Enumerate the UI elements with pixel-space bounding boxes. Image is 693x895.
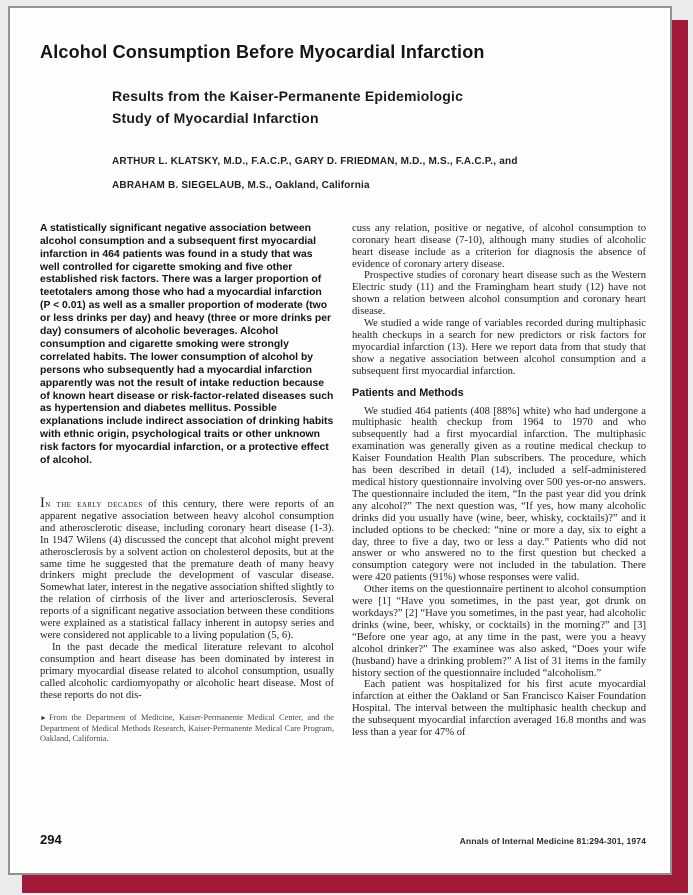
page-footer (40, 832, 646, 847)
intro-lead-smallcaps: In the early decades (40, 495, 143, 511)
intro-paragraph-2: In the past decade the medical literature relevant to alcohol consumption and heart disease has been dominated by interest in primary myocardial disease related to alcohol consumption, usually called alcoholic cardiomyopathy or alcoholic heart disease. Most of these reports do not dis- (40, 641, 334, 701)
intro-paragraph-1 (40, 495, 334, 642)
article-title: Alcohol Consumption Before Myocardial Infarction (40, 42, 485, 62)
body-paragraph-continuation: cuss any relation, positive or negative, of alcohol consumption to coronary heart disease (7-10), although many studies of alcoholic heart disease include as a criterion for diagnosis the absence of evidence of coronary artery disease. (352, 222, 646, 270)
abstract-text: A statistically significant negative association between alcohol consumption and a subsequent first myocardial infarction in 464 patients was found in a study that was well controlled for cigarette smoking and five other established risk factors. There was a larger proportion of teetotalers among those who had a myocardial infarction (P < 0.01) as well as a smaller proportion of moderate (two or less drinks per day) and heavy (three or more drinks per day) consumers of alcoholic beverages. Alcohol consumption and cigarette smoking were strongly correlated habits. The lower consumption of alcohol by persons who subsequently had a myocardial infarction apparently was not the result of intake reduction because of known heart disease or risk-factor-related diseases such as hypertension and diabetes mellitus. Possible explanations include indirect association of drinking habits with ethnic origin, psychological traits or other unknown risk factors for myocardial infarction, or a protective effect of alcohol. (40, 222, 334, 467)
methods-paragraph-2: Other items on the questionnaire pertinent to alcohol consumption were [1] “Have you sometimes, in the past year, got drunk on workdays?” [2] “Have you sometimes, in the past year, had alcoholic drinks (wine, beer, whisky, or cocktails) in the morning?” and [3] “Before one year ago, at any time in the past, were you a heavy alcohol drinker?” The examinee was also asked, “Does your wife (husband) have a drinking problem?” A list of 31 items in the family history section of the questionnaire included “alcoholism.” (352, 584, 646, 679)
right-column (352, 223, 646, 744)
introduction-section (40, 495, 334, 701)
section-heading-patients-and-methods: Patients and Methods (352, 386, 464, 399)
methods-paragraph-1: We studied 464 patients (408 [88%] white) who had undergone a multiphasic health checkup from 1964 to 1970 and who subsequently had a first myocardial infarction. The multiphasic examination was generally given as a routine medical checkup to Kaiser Foundation Health Plan subscribers. The procedure, which has been described in detail (14), included a self-administered medical history questionnaire involving over 500 yes-or-no answers. The questionnaire included the item, “In the past year did you drink any alcohol?” The next question was, “If yes, how many alcoholic drinks did you usually have (wine, beer, whisky, cocktails)?” and it included options to be checked: “nine or more a day, six to eight a day, three to five a day, two or less a day.” Patients who did not answer or who answered no to the first question but checked a consumption category were not included in the tabulation. There were 420 patients (91%) whose responses were valid. (352, 405, 646, 584)
affiliation-footnote-text: From the Department of Medicine, Kaiser-Permanente Medical Center, and the Department of Medical Methods Research, Kaiser-Permanente Medical Care Program, Oakland, California. (40, 713, 334, 743)
author-block (112, 156, 646, 191)
methods-paragraph-3: Each patient was hospitalized for his first acute myocardial infarction at either the Oakland or San Francisco Kaiser Foundation Hospital. The interval between the multiphasic health checkup and the subsequent myocardial infarction averaged 16.8 months and was less than a year for 47% of (352, 679, 646, 739)
journal-citation: Annals of Internal Medicine 81:294-301, 1974 (459, 836, 646, 846)
left-column (40, 223, 334, 744)
two-column-body (40, 223, 646, 744)
article-subtitle (112, 85, 646, 130)
affiliation-footnote (40, 713, 334, 744)
page-content (40, 42, 646, 744)
journal-page (8, 6, 672, 875)
intro-paragraph-1-rest: of this century, there were reports of an apparent negative association between heavy alcohol consumption and atherosclerotic disease, including coronary heart disease (1-3). In 1947 Wilens (4) discussed the concept that alcohol might prevent atherosclerosis by a solvent action on cholesterol deposits, but at the same time he suggested that the premature death of many heavy drinkers might preclude the development of vascular disease. Somewhat later, interest in the negative association shifted slightly to the relation of cirrhosis of the liver and arteriosclerosis. Several reports of a significant negative association between these conditions were explained as a statistical fallacy inherent in autopsy series and were considered not applicable to a living population (5, 6). (40, 499, 334, 641)
subtitle-line-1: Results from the Kaiser-Permanente Epidemiologic (112, 88, 464, 104)
page-number: 294 (40, 832, 62, 847)
subtitle-line-2: Study of Myocardial Infarction (112, 110, 319, 127)
body-paragraph-study-overview: We studied a wide range of variables recorded during multiphasic health checkups in a search for new predictors or risk factors for myocardial infarction (13). Here we report data from that study that show a negative association between alcohol consumption and a subsequent first myocardial infarction. (352, 318, 646, 377)
body-paragraph-prospective-studies: Prospective studies of coronary heart disease such as the Western Electric study (11) and the Framingham heart study (12) have not shown a relation between alcohol consumption and coronary heart disease. (352, 270, 646, 318)
authors-line-2: ABRAHAM B. SIEGELAUB, M.S., Oakland, California (112, 179, 370, 191)
pointer-icon: ► (40, 714, 47, 723)
authors-line-1: ARTHUR L. KLATSKY, M.D., F.A.C.P., GARY D. FRIEDMAN, M.D., M.S., F.A.C.P., and (112, 155, 518, 167)
